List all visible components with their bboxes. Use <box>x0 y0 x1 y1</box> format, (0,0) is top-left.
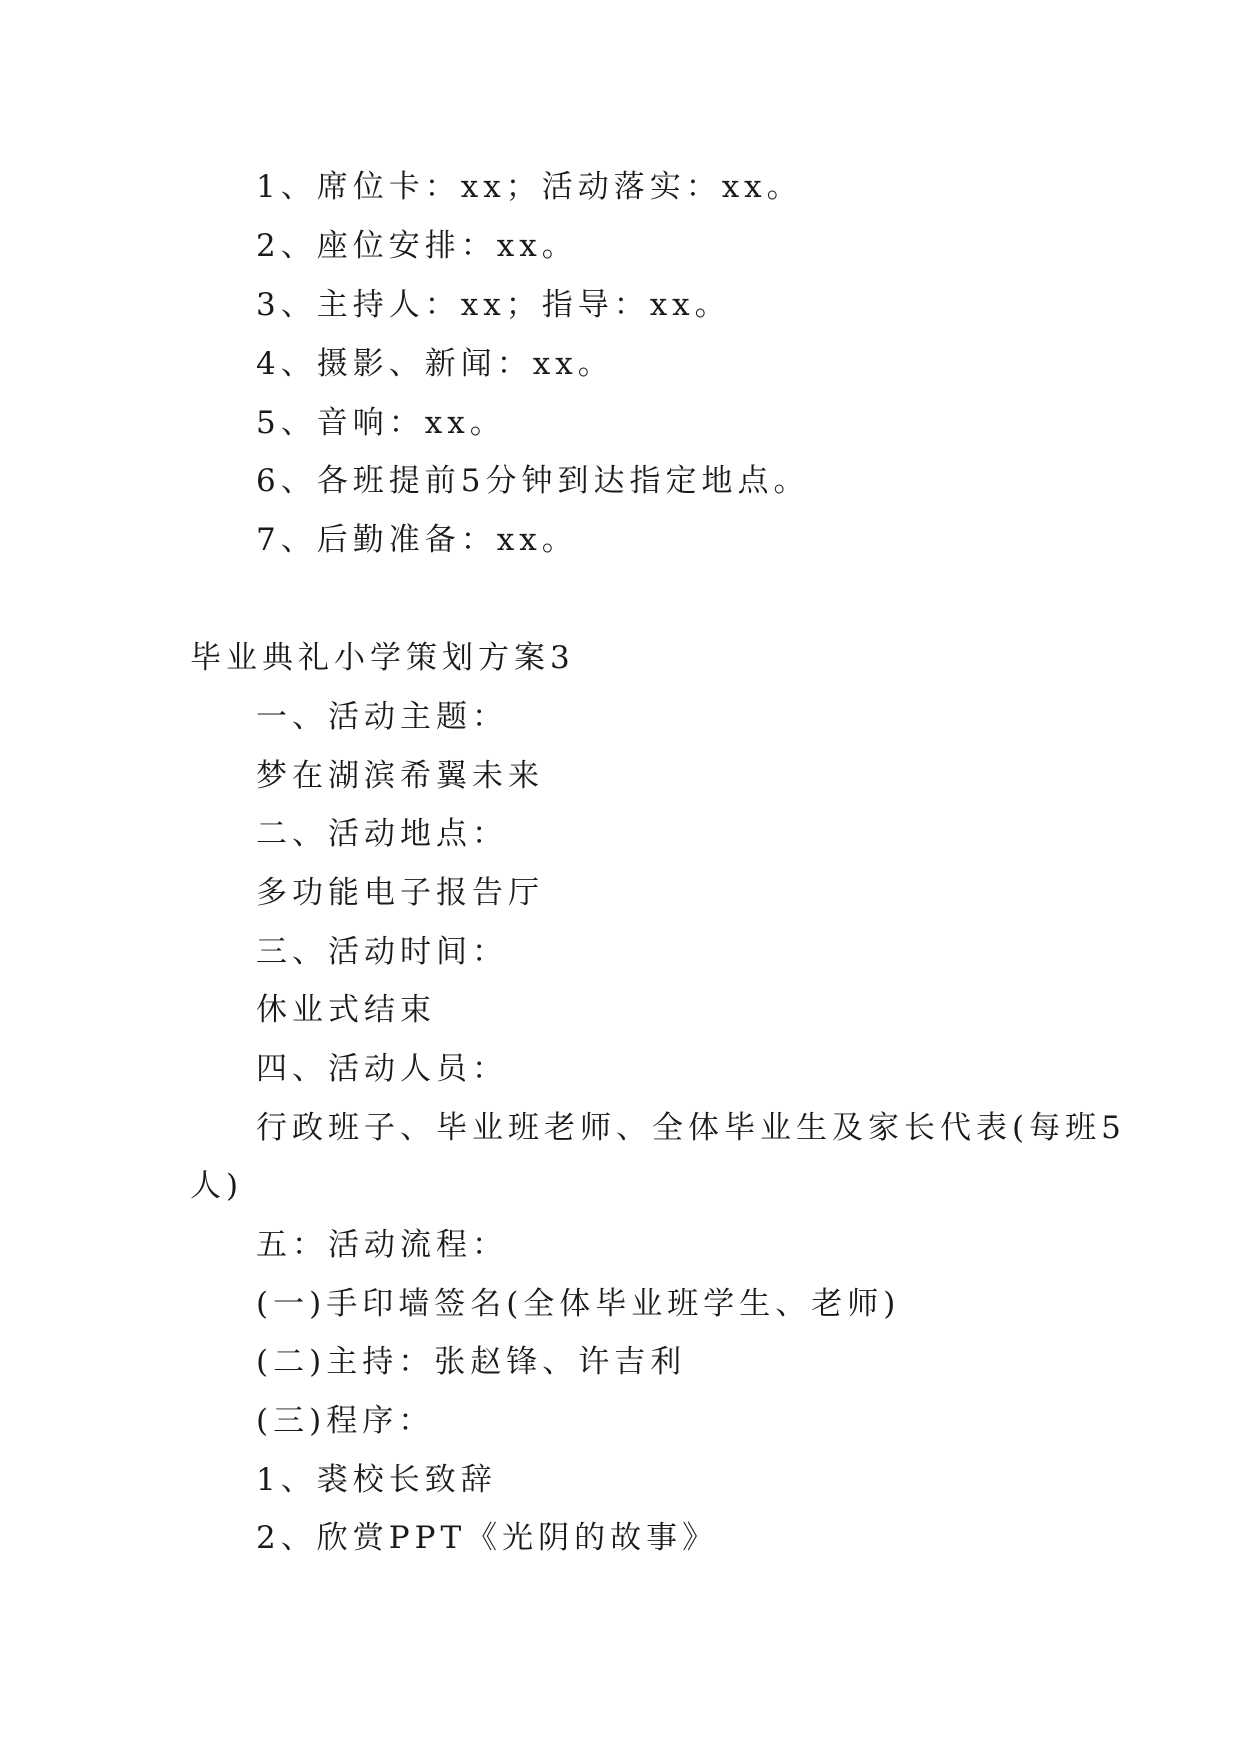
list-item-host: 3、主持人：xx；指导：xx。 <box>256 287 731 323</box>
flow-item-hosts: (二)主持：张赵锋、许吉利 <box>256 1344 687 1380</box>
place-heading: 二、活动地点： <box>256 816 508 852</box>
list-item-seat-cards: 1、席位卡：xx；活动落实：xx。 <box>256 169 803 205</box>
theme-value: 梦在湖滨希翼未来 <box>256 758 544 794</box>
people-heading: 四、活动人员： <box>256 1051 508 1087</box>
list-item-photography: 4、摄影、新闻：xx。 <box>256 346 614 382</box>
people-value-continued: 人) <box>190 1168 244 1204</box>
program-item-speech: 1、裘校长致辞 <box>256 1462 497 1498</box>
list-item-audio: 5、音响：xx。 <box>256 405 506 441</box>
list-item-arrival: 6、各班提前5分钟到达指定地点。 <box>256 463 810 499</box>
time-value: 休业式结束 <box>256 992 436 1028</box>
flow-item-signing: (一)手印墙签名(全体毕业班学生、老师) <box>256 1286 901 1322</box>
flow-item-program: (三)程序： <box>256 1403 435 1439</box>
place-value: 多功能电子报告厅 <box>256 875 544 911</box>
time-heading: 三、活动时间： <box>256 934 508 970</box>
list-item-logistics: 7、后勤准备：xx。 <box>256 522 578 558</box>
program-item-ppt: 2、欣赏PPT《光阴的故事》 <box>256 1520 719 1556</box>
section-title: 毕业典礼小学策划方案3 <box>190 640 575 676</box>
people-value: 行政班子、毕业班老师、全体毕业生及家长代表(每班5 <box>256 1110 1126 1146</box>
theme-heading: 一、活动主题： <box>256 699 508 735</box>
flow-heading: 五：活动流程： <box>256 1227 508 1263</box>
list-item-seating: 2、座位安排：xx。 <box>256 228 578 264</box>
